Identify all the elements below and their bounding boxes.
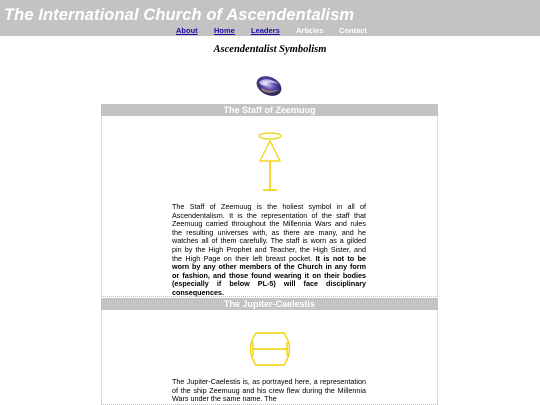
staff-description: The Staff of Zeemuug is the holiest symbol in all of Ascendentalism. It is the representation of the staff that Zeemuug carried throughout the Millennia Wars and rules the resulting universes with, as there are many, and he watches all of them carefully. The staff is worn as a gilded pin by the High Prophet and Teacher, the High Sister, and the High Page on their left breast pocket. It is not to be worn by any other members of the Church in any form or fashion, and those found wearing it on their bodies (especially if below PL-5) will face disciplinary consequences. bbox=[172, 202, 366, 297]
site-title: The International Church of Ascendentalism bbox=[4, 6, 355, 24]
nav-contact-link[interactable]: Contact bbox=[339, 26, 367, 35]
page-heading: Ascendentalist Symbolism bbox=[213, 44, 327, 55]
nav-articles-link[interactable]: Articles bbox=[296, 26, 324, 35]
staff-of-zeemuug-icon bbox=[255, 131, 285, 193]
church-emblem-image bbox=[253, 72, 285, 100]
nav-leaders-link[interactable]: Leaders bbox=[251, 26, 280, 35]
nav-bar bbox=[0, 26, 540, 36]
nav-home-link[interactable]: Home bbox=[214, 26, 235, 35]
section-title-jupiter: The Jupiter-Caelestis bbox=[101, 298, 438, 310]
jupiter-description: The Jupiter-Caelestis is, as portrayed here, a representation of the ship Zeemuug and his crew flew during the Millennia Wars under the same name. The bbox=[172, 377, 366, 404]
jupiter-caelestis-icon bbox=[243, 330, 297, 368]
nav-about-link[interactable]: About bbox=[176, 26, 198, 35]
site-header bbox=[0, 0, 540, 36]
section-title-staff: The Staff of Zeemuug bbox=[101, 104, 438, 116]
